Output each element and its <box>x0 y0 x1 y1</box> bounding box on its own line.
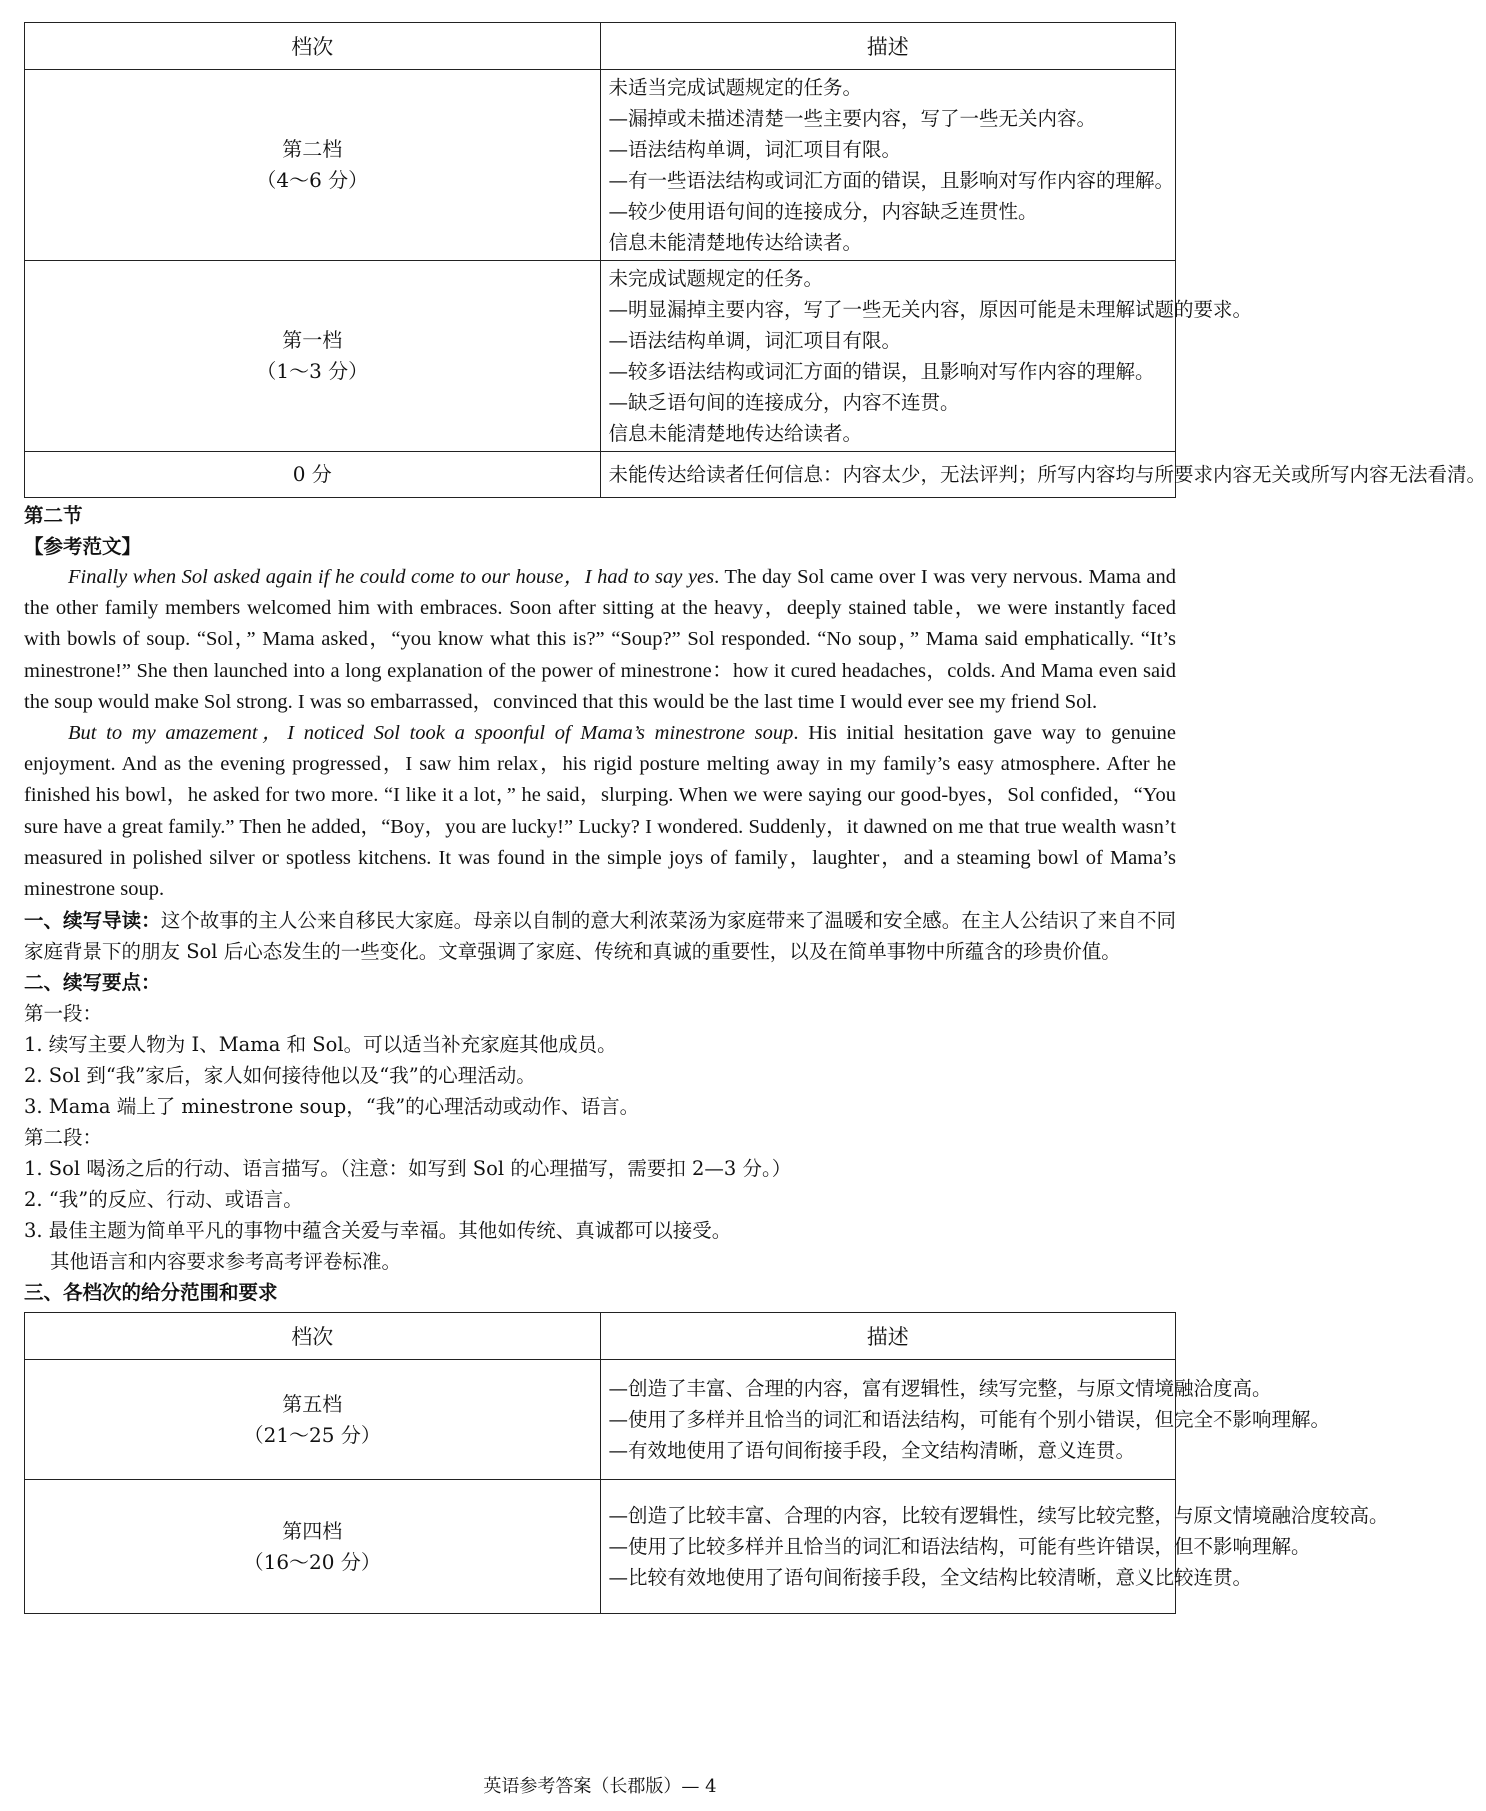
table-row <box>25 1360 1176 1480</box>
level-name: 第一档 <box>282 328 343 352</box>
desc-line: —语法结构单调，词汇项目有限。 <box>608 138 902 161</box>
desc-line: —使用了比较多样并且恰当的词汇和语法结构，可能有些许错误，但不影响理解。 <box>608 1535 1311 1559</box>
desc-line: 未能传达给读者任何信息：内容太少，无法评判；所写内容均与所要求内容无关或所写内容无法看清。 <box>608 463 1486 486</box>
desc-line: 未适当完成试题规定的任务。 <box>608 76 863 99</box>
table-row <box>25 1480 1176 1614</box>
desc-line: —较少使用语句间的连接成分，内容缺乏连贯性。 <box>608 200 1038 223</box>
essay-text: . The day Sol came over I was very nervous. Mama and the other family members welcomed him with embraces. Soon after sitting at the heavy，deeply stained table，we were instantly faced with bowls of soup. “Sol，” Mama asked，“you know what this is?” “Soup?” Sol responded. “No soup，” Mama said emphatically. “It’s minestrone!” She then launched into a long explanation of the power of minestrone：how it cured headaches，colds. And Mama even said the soup would make Sol strong. I was so embarrassed，convinced that this would be the last time I would ever see my friend Sol. <box>24 566 1176 713</box>
desc-line: —有一些语法结构或词汇方面的错误，且影响对写作内容的理解。 <box>608 169 1175 192</box>
level-score: （21～25 分） <box>243 1422 381 1447</box>
para1-title: 第一段： <box>24 1002 103 1026</box>
level-cell <box>25 1480 601 1614</box>
description-cell <box>600 1480 1389 1614</box>
guide-text: 这个故事的主人公来自移民大家庭。母亲以自制的意大利浓菜汤为家庭带来了温暖和安全感。在主人公结识了来自不同家庭背景下的朋友 Sol 后心态发生的一些变化。文章强调了家庭、传统和真诚的重要性，以及在简单事物中所蕴含的珍贵价值。 <box>24 909 1176 964</box>
desc-line: 未完成试题规定的任务。 <box>608 267 824 290</box>
desc-line: —明显漏掉主要内容，写了一些无关内容，原因可能是未理解试题的要求。 <box>608 298 1253 321</box>
level-name: 第二档 <box>282 137 343 161</box>
table-row <box>25 452 1176 498</box>
list-item: 1. Sol 喝汤之后的行动、语言描写。（注意：如写到 Sol 的心理描写，需要扣 2—3 分。） <box>24 1157 792 1181</box>
essay-paragraph-1 <box>24 562 1176 718</box>
desc-line: 信息未能清楚地传达给读者。 <box>608 422 863 445</box>
points-head: 二、续写要点： <box>24 971 161 995</box>
desc-line: —缺乏语句间的连接成分，内容不连贯。 <box>608 391 960 414</box>
reference-essay-title: 【参考范文】 <box>24 535 142 558</box>
table-row <box>25 261 1176 452</box>
section-title: 第二节 <box>24 504 83 527</box>
page-footer: 英语参考答案（长郡版）— 4 <box>483 1776 717 1797</box>
list-item: 2. Sol 到“我”家后，家人如何接待他以及“我”的心理活动。 <box>24 1064 536 1088</box>
desc-line: —有效地使用了语句间衔接手段，全文结构清晰，意义连贯。 <box>608 1439 1136 1463</box>
list-item: 3. Mama 端上了 minestrone soup，“我”的心理活动或动作、语言。 <box>24 1095 640 1119</box>
description-cell <box>600 70 1176 261</box>
answer-page <box>24 22 1486 1614</box>
essay-paragraph-2 <box>24 718 1176 905</box>
guide-paragraph <box>24 905 1176 967</box>
essay-opening-italic: Finally when Sol asked again if he could come to our house，I had to say yes <box>68 566 715 588</box>
table-header-row <box>25 23 1176 70</box>
header-description: 描述 <box>600 1313 1176 1360</box>
header-description: 描述 <box>600 23 1176 70</box>
desc-line: —漏掉或未描述清楚一些主要内容，写了一些无关内容。 <box>608 107 1097 130</box>
desc-line: —创造了丰富、合理的内容，富有逻辑性，续写完整，与原文情境融洽度高。 <box>608 1377 1272 1401</box>
level-name: 第五档 <box>282 1391 343 1416</box>
table-header-row <box>25 1313 1176 1360</box>
para2-title: 第二段： <box>24 1126 103 1150</box>
desc-line: 信息未能清楚地传达给读者。 <box>608 231 863 254</box>
guide-head: 一、续写导读： <box>24 909 161 933</box>
rubric-table-1 <box>24 22 1486 498</box>
description-cell <box>600 452 1486 498</box>
list-item: 2. “我”的反应、行动、或语言。 <box>24 1188 303 1212</box>
points-note: 其他语言和内容要求参考高考评卷标准。 <box>50 1250 402 1274</box>
desc-line: —语法结构单调，词汇项目有限。 <box>608 329 902 352</box>
table-row <box>25 70 1176 261</box>
list-item: 1. 续写主要人物为 I、Mama 和 Sol。可以适当补充家庭其他成员。 <box>24 1033 617 1057</box>
header-level: 档次 <box>25 23 601 70</box>
level-score: （1～3 分） <box>256 359 369 383</box>
level-name: 第四档 <box>282 1518 343 1543</box>
description-cell <box>600 1360 1331 1480</box>
level-cell <box>25 70 601 261</box>
header-level: 档次 <box>25 1313 601 1360</box>
reference-essay <box>24 562 1176 905</box>
level-cell <box>25 452 601 498</box>
level-score: （4～6 分） <box>256 168 369 192</box>
desc-line: —使用了多样并且恰当的词汇和语法结构，可能有个别小错误，但完全不影响理解。 <box>608 1408 1331 1432</box>
desc-line: —创造了比较丰富、合理的内容，比较有逻辑性，续写比较完整，与原文情境融洽度较高。 <box>608 1504 1389 1528</box>
desc-line: —较多语法结构或词汇方面的错误，且影响对写作内容的理解。 <box>608 360 1155 383</box>
level-cell <box>25 261 601 452</box>
level-score: （16～20 分） <box>243 1549 381 1574</box>
list-item: 3. 最佳主题为简单平凡的事物中蕴含关爱与幸福。其他如传统、真诚都可以接受。 <box>24 1219 732 1243</box>
levels-head: 三、各档次的给分范围和要求 <box>24 1281 278 1305</box>
essay-text: . His initial hesitation gave way to genuine enjoyment. And as the evening progressed，I saw him relax，his rigid posture melting away in my family’s easy atmosphere. After he finished his bowl，he asked for two more. “I like it a lot，” he said，slurping. When we were saying our good-byes，Sol confided，“You sure have a great family.” Then he added，“Boy，you are lucky!” Lucky? I wondered. Suddenly，it dawned on me that true wealth wasn’t measured in polished silver or spotless kitchens. It was found in the simple joys of family，laughter，and a steaming bowl of Mama’s minestrone soup. <box>24 722 1176 901</box>
level-name: 0 分 <box>292 462 332 486</box>
essay-opening-italic: But to my amazement，I noticed Sol took a spoonful of Mama’s minestrone soup <box>68 722 794 745</box>
desc-line: —比较有效地使用了语句间衔接手段，全文结构比较清晰，意义比较连贯。 <box>608 1566 1253 1590</box>
rubric-table-2 <box>24 1312 1389 1614</box>
description-cell <box>600 261 1253 452</box>
level-cell <box>25 1360 601 1480</box>
